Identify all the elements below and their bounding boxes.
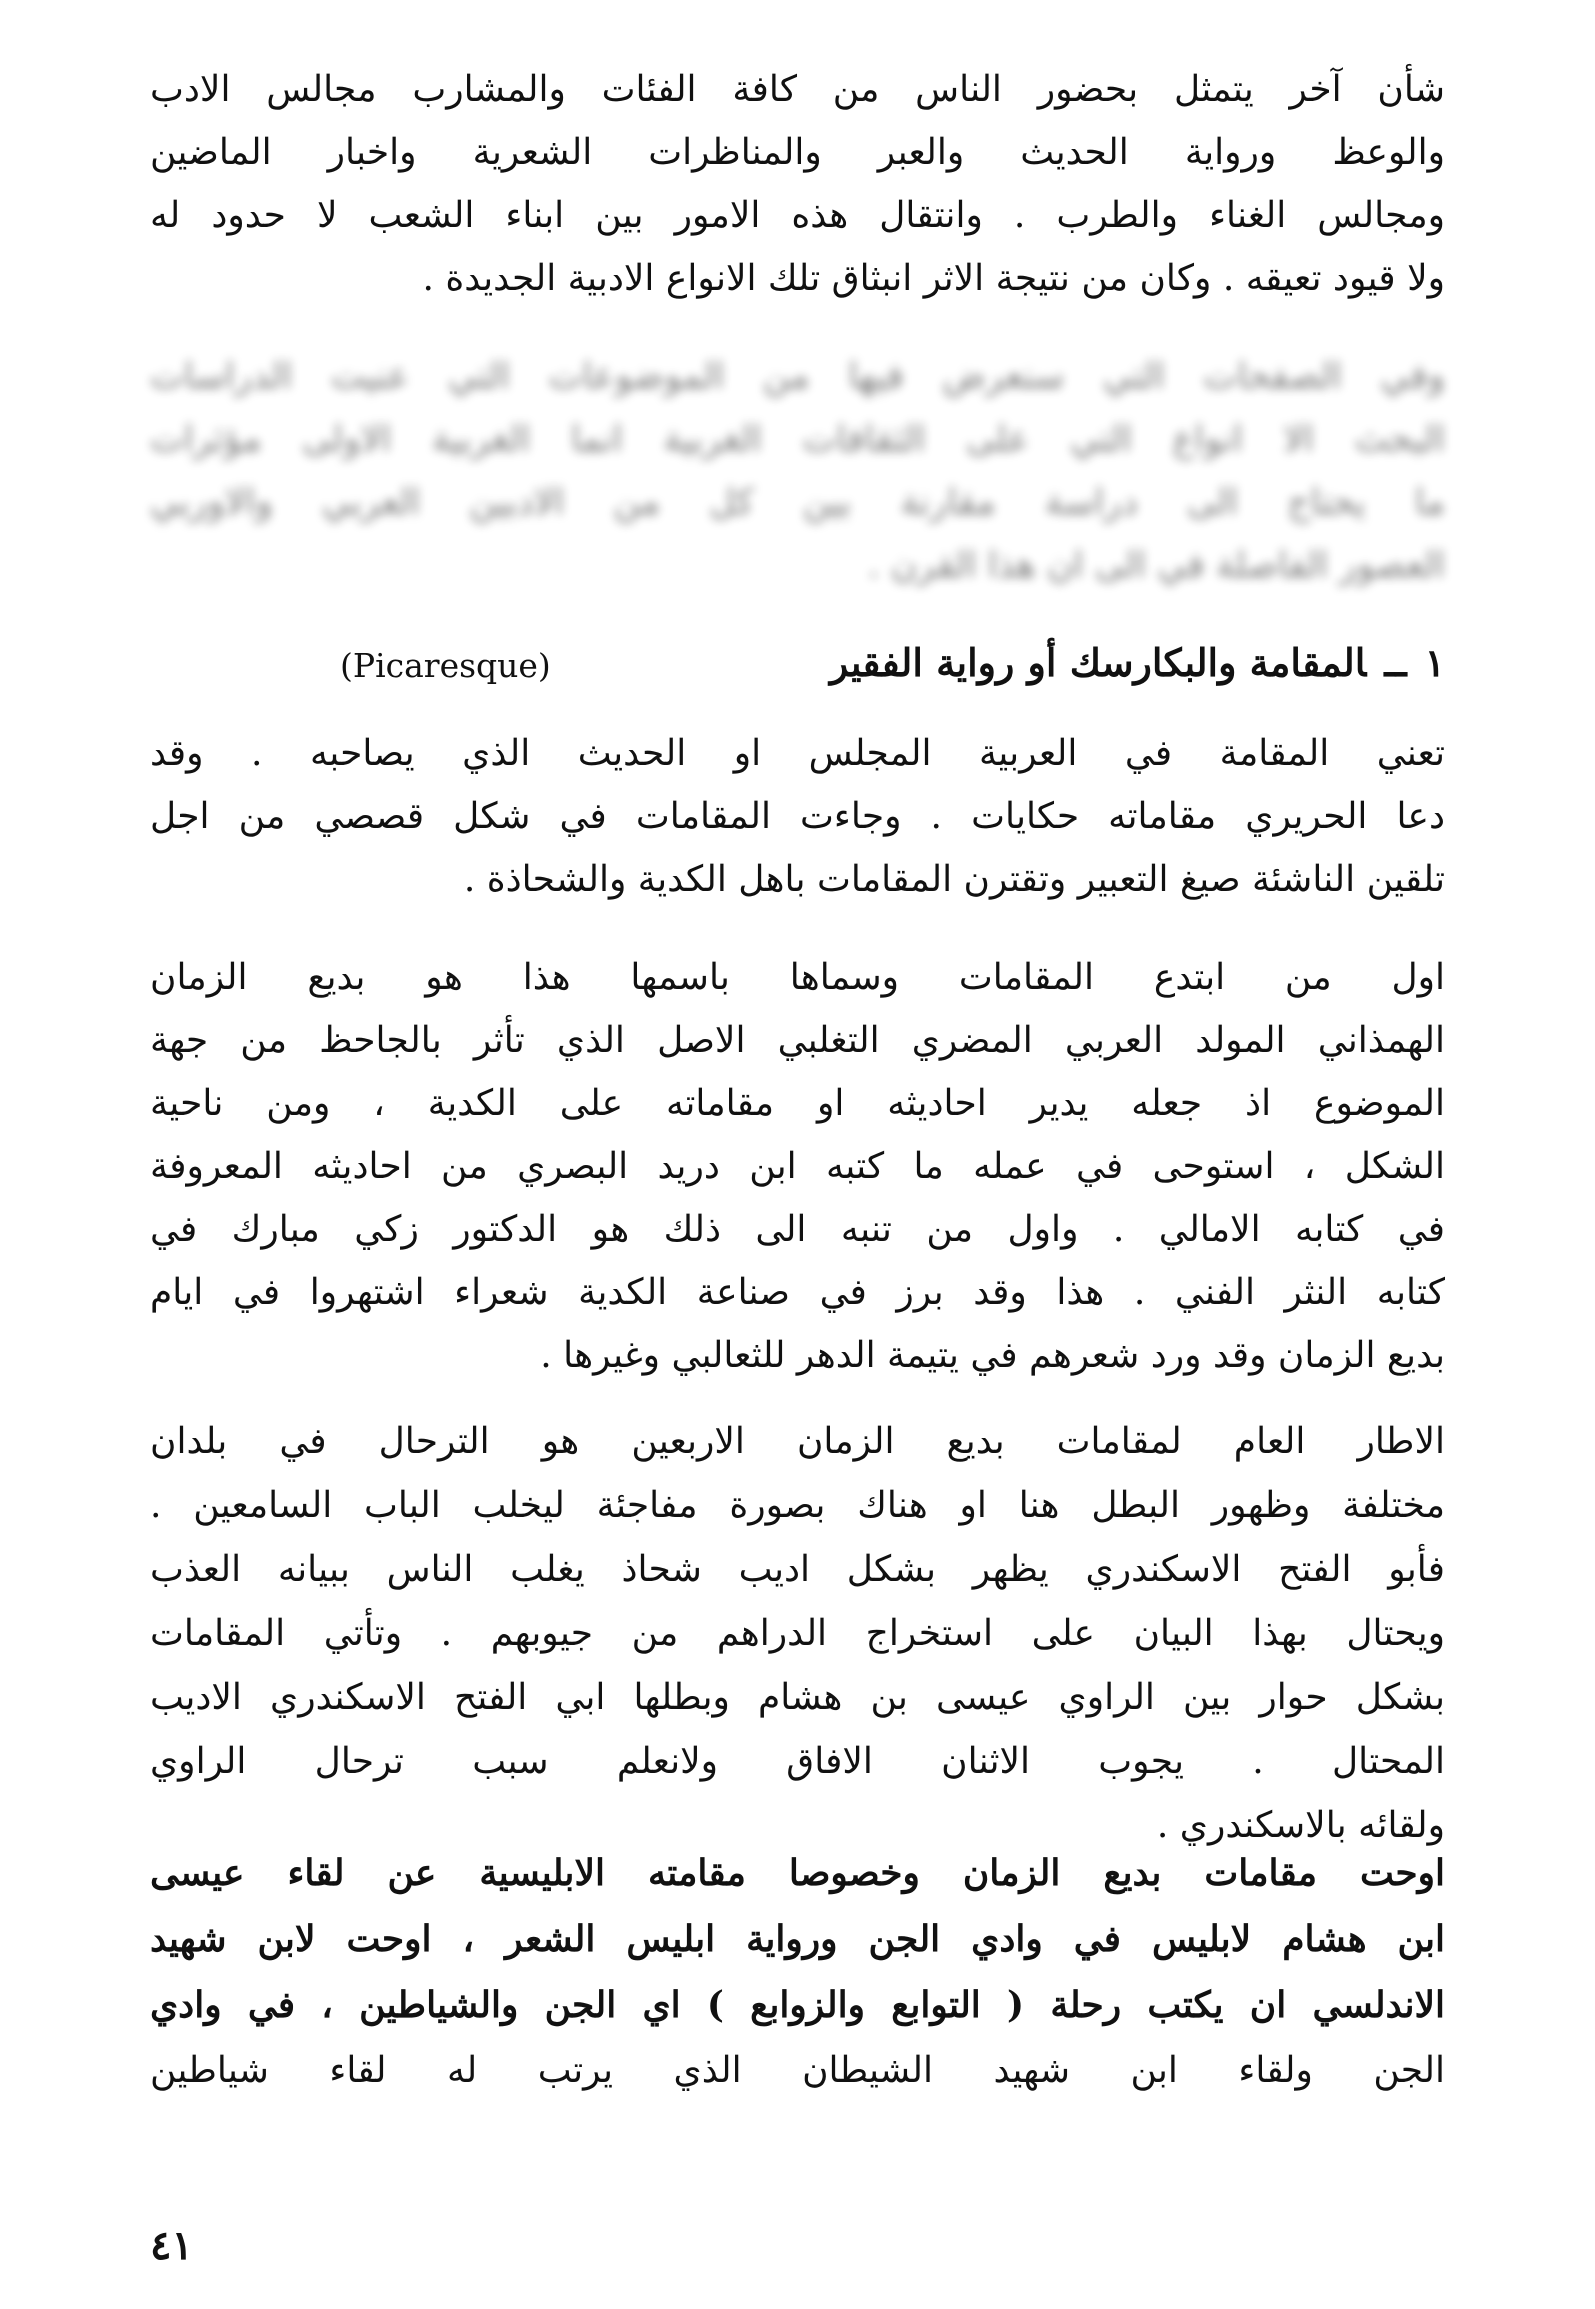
- text-line: الجن ولقاء ابن شهيد الشيطان الذي يرتب له لقاء شياطين: [150, 2050, 1445, 2091]
- text-line: في كتابه الامالي . واول من تنبه الى ذلك هو الدكتور زكي مبارك في: [150, 1209, 1445, 1250]
- text-line: دعا الحريري مقاماته حكايات . وجاءت المقامات في شكل قصصي من اجل: [150, 796, 1445, 837]
- text-line: ومجالس الغناء والطرب . وانتقال هذه الامور بين ابناء الشعب لا حدود له: [150, 195, 1445, 236]
- heading-dash: ــ: [1384, 640, 1407, 685]
- text-line: ابن هشام لابليس في وادي الجن ورواية ابليس الشعر ، اوحت لابن شهيد: [150, 1918, 1445, 1960]
- text-line: ولقائه بالاسكندري .: [1156, 1805, 1445, 1846]
- text-line: الهمذاني المولد العربي المضري التغلبي الاصل الذي تأثر بالجاحظ من جهة: [150, 1020, 1445, 1061]
- text-line: اوحت مقامات بديع الزمان وخصوصا مقامته الابليسية عن لقاء عيسى: [150, 1852, 1445, 1894]
- blurred-paragraph: [150, 345, 1445, 597]
- text-line: كتابه النثر الفني . هذا وقد برز في صناعة الكدية شعراء اشتهروا في ايام: [150, 1272, 1445, 1313]
- text-line: اول من ابتدع المقامات وسماها باسمها هذا هو بديع الزمان: [150, 957, 1445, 998]
- text-line: تلقين الناشئة صيغ التعبير وتقترن المقامات باهل الكدية والشحاذة .: [463, 859, 1445, 900]
- text-line: ويحتال بهذا البيان على استخراج الدراهم من جيوبهم . وتأتي المقامات: [150, 1613, 1445, 1654]
- heading-title: المقامة والبكارسك أو رواية الفقير: [829, 640, 1367, 685]
- page-number: ٤١: [150, 2222, 193, 2269]
- text-line: والوعظ ورواية الحديث والعبر والمناظرات الشعرية واخبار الماضين: [150, 132, 1445, 173]
- heading-number: ١: [1424, 640, 1445, 685]
- text-line: شأن آخر يتمثل بحضور الناس من كافة الفئات والمشارب مجالس الادب: [150, 69, 1445, 110]
- paragraph-general-frame: [150, 1410, 1445, 1858]
- text-line: الاندلسي ان يكتب رحلة ( التوابع والزوابع ) اي الجن والشياطين ، في وادي: [150, 1984, 1445, 2026]
- paragraph-intro: [150, 58, 1445, 310]
- text-line: بديع الزمان وقد ورد شعرهم في يتيمة الدهر للثعالبي وغيرها .: [540, 1335, 1445, 1376]
- text-line: المحتال . يجوب الاثنان الافاق ولانعلم سبب ترحال الراوي: [150, 1741, 1445, 1782]
- text-line: تعني المقامة في العربية المجلس او الحديث الذي يصاحبه . وقد: [150, 733, 1445, 774]
- text-line: ما يحتاج الى دراسة مقارنة بين كل من الادبين العربي والاوربي: [150, 482, 1445, 523]
- text-line: بشكل حوار بين الراوي عيسى بن هشام وبطلها ابي الفتح الاسكندري الاديب: [150, 1677, 1445, 1718]
- text-line: فأبو الفتح الاسكندري يظهر بشكل اديب شحاذ يغلب الناس ببيانه العذب: [150, 1549, 1445, 1590]
- section-heading: [150, 640, 1445, 700]
- heading-arabic: [830, 640, 1445, 685]
- text-line: الاطار العام لمقامات بديع الزمان الاربعين هو الترحال في بلدان: [150, 1421, 1445, 1462]
- text-line: العصور الفاصلة في الى ان هذا القرن .: [867, 545, 1445, 586]
- text-line: الموضوع اذ جعله يدير احاديثه او مقاماته على الكدية ، ومن ناحية: [150, 1083, 1445, 1124]
- paragraph-maqama-definition: [150, 722, 1445, 911]
- text-line: وفي الصفحات التي سنعرض فيها من الموضوعات التي عنيت الدراسات: [150, 356, 1445, 397]
- text-line: الشكل ، استوحى في عمله ما كتبه ابن دريد البصري من احاديثه المعروفة: [150, 1146, 1445, 1187]
- paragraph-badi-al-zaman: [150, 946, 1445, 1387]
- text-line: مختلفة وظهور البطل هنا او هناك بصورة مفاجئة ليخلب الباب السامعين .: [150, 1485, 1445, 1526]
- heading-latin-term: (Picaresque): [340, 646, 551, 685]
- text-line: ولا قيود تعيقه . وكان من نتيجة الاثر انبثاق تلك الانواع الادبية الجديدة .: [422, 258, 1445, 299]
- paragraph-iblisiya: [150, 1840, 1445, 2104]
- text-line: البحث الا انواع التي على الثقافات الغربية انما الغربية الاولى مؤثرات: [150, 419, 1445, 460]
